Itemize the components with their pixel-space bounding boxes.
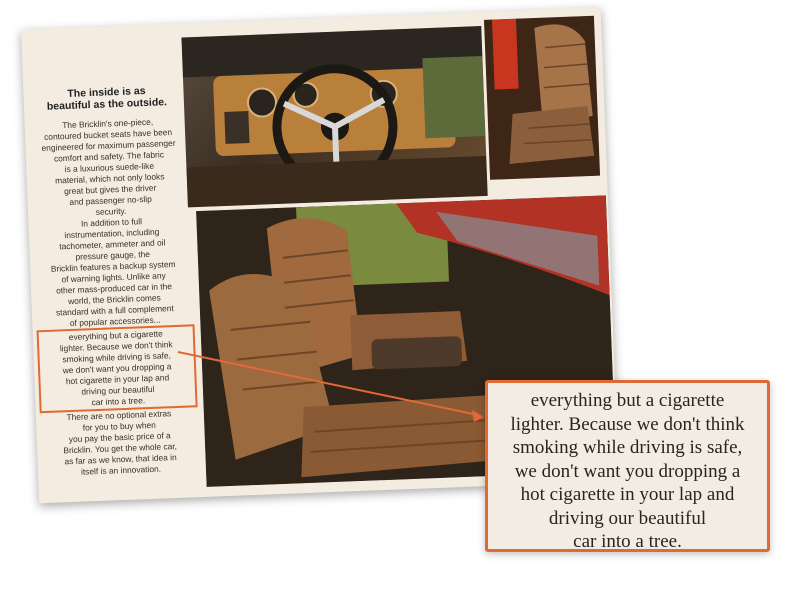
paragraph-seats [33,116,187,221]
heading-line: beautiful as the outside. [46,96,168,113]
brochure-heading [31,84,182,114]
text-line: other mass-produced car in the [55,281,173,296]
text-line: itself is an innovation. [80,463,162,477]
text-line: The Bricklin's one-piece, [62,116,154,131]
highlighted-passage [37,324,198,413]
text-line: lighter. Because we don't think [59,339,173,354]
brochure-text-column [31,84,196,479]
text-line: and passenger no-slip [69,193,152,207]
text-line: pressure gauge, the [75,248,151,262]
callout-line: we don't want you dropping a [514,460,741,482]
text-line: of popular accessories... [69,314,161,329]
text-line: comfort and safety. The fabric [53,149,165,164]
text-line: of warning lights. Unlike any [61,270,166,285]
text-line: tachometer, ammeter and oil [59,237,166,252]
text-line: There are no optional extras [66,408,172,423]
text-line: for you to buy when [82,419,157,433]
dashboard-photo [181,26,487,207]
heading-line: The inside is as [67,84,146,100]
text-line: great but gives the driver [63,182,157,197]
text-line: everything but a cigarette [68,328,163,343]
callout-line: hot cigarette in your lap and [520,484,735,505]
text-line: In addition to full [80,216,143,229]
text-line: we don't want you dropping a [62,361,172,376]
text-line: security. [95,205,127,217]
text-line: contoured bucket seats have been [43,126,173,142]
seat-closeup-photo [484,16,600,180]
seat-closeup-illustration [484,16,600,180]
text-line: car into a tree. [91,395,146,408]
callout-line: car into a tree. [573,531,682,552]
text-line: world, the Bricklin comes [67,292,161,307]
callout-line: driving our beautiful [548,507,707,529]
text-line: Bricklin features a backup system [50,258,176,274]
text-line: instrumentation, including [64,226,160,241]
text-line: smoking while driving is safe, [62,350,172,365]
dashboard-illustration [181,26,487,207]
paragraph-instruments [36,214,190,330]
zoom-callout [485,380,770,552]
callout-line: everything but a cigarette [530,390,725,411]
text-line: as far as we know, that idea in [64,452,177,467]
text-line: engineered for maximum passenger [41,137,176,153]
text-line: is a luxurious suede-like [64,160,155,175]
text-line: Bricklin. You get the whole car, [63,441,178,456]
text-line: driving our beautiful [81,383,155,397]
paragraph-no-extras [44,407,196,479]
text-line: standard with a full complement [55,303,174,318]
text-line: hot cigarette in your lap and [65,372,170,387]
text-line: you pay the basic price of a [68,430,171,445]
callout-line: lighter. Because we don't think [510,413,745,435]
text-line: material, which not only looks [54,171,165,186]
callout-line: smoking while driving is safe, [512,437,743,458]
